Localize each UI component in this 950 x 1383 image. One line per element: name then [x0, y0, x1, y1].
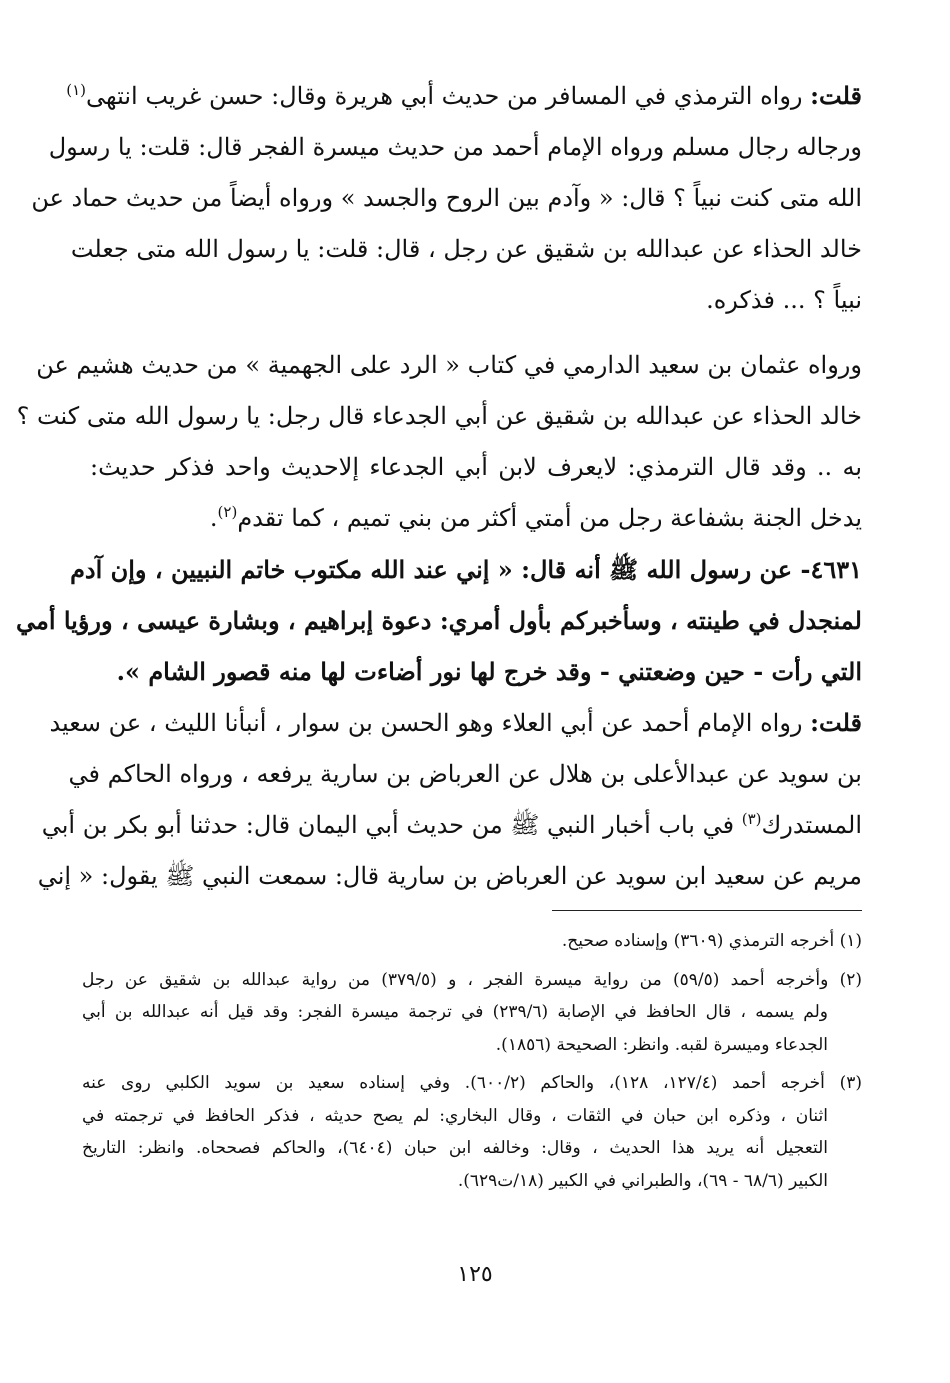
footnote-separator — [552, 910, 862, 911]
footnote-ref: (٣) — [741, 810, 762, 828]
lead-word: قلت: — [810, 81, 862, 110]
footnote-line: (٣) أخرجه أحمد (١٢٧/٤، ١٢٨)، والحاكم (٦٠٠/٢). وفي إسناده سعيد بن سويد الكلبي روى عنه — [82, 1073, 862, 1093]
text-line: لمنجدل في طينته ، وسأخبركم بأول أمري: دعوة إبراهيم ، وبشارة عيسى ، ورؤيا أمي — [15, 606, 862, 635]
text-line: مريم عن سعيد ابن سويد عن العرباض بن سارية قال: سمعت النبي ﷺ يقول: « إني — [37, 862, 862, 890]
page-number: ١٢٥ — [457, 1262, 493, 1287]
footnote-line: (١) أخرجه الترمذي (٣٦٠٩) وإسناده صحيح. — [561, 931, 862, 951]
text-line: خالد الحذاء عن عبدالله بن شقيق عن أبي الجدعاء قال رجل: يا رسول الله متى كنت ؟ — [16, 402, 862, 430]
footnote-2 — [82, 964, 862, 1062]
footnote-line: ولم يسمه ، قال الحافظ في الإصابة (٢٣٩/٦) في ترجمة ميسرة الفجر: وقد قيل أنه عبدالله بن أبي — [82, 1002, 828, 1022]
footnote-line: (٢) وأخرجه أحمد (٥٩/٥) من رواية ميسرة الفجر ، و (٣٧٩/٥) من رواية عبدالله بن شقيق عن رجل — [82, 969, 862, 990]
text-line: خالد الحذاء عن عبدالله بن شقيق عن رجل ، قال: قلت: يا رسول الله متى جعلت — [70, 235, 862, 263]
text-line: نبياً ؟ ... فذكره. — [706, 286, 862, 314]
footnotes — [82, 925, 862, 1197]
footnote-line: التعجيل أنه يريد هذا الحديث ، وقال: وخالفه ابن حبان (٦٤٠٤)، والحاكم فصححاه. وانظر: التاريخ — [82, 1138, 829, 1158]
text-line: ٤٦٣١- عن رسول الله ﷺ أنه قال: « إني عند الله مكتوب خاتم النبيين ، وإن آدم — [70, 555, 862, 584]
text-line: به .. وقد قال الترمذي: لايعرف لابن أبي الجدعاء إلاحديث واحد فذكر حديث: — [90, 453, 862, 481]
text-line: بن سويد عن عبدالأعلى بن هلال عن العرباض بن سارية يرفعه ، ورواه الحاكم في — [68, 760, 862, 788]
text-line: ورواه عثمان بن سعيد الدارمي في كتاب « الرد على الجهمية » من حديث هشيم عن — [36, 351, 862, 379]
paragraph-2 — [16, 340, 862, 544]
text-line: قلت: رواه الإمام أحمد عن أبي العلاء وهو الحسن بن سوار ، أنبأنا الليث ، عن سعيد — [49, 708, 862, 737]
lead-word: قلت: — [810, 708, 862, 737]
footnote-ref: (٢) — [217, 503, 238, 521]
footnote-line: اثنان ، وذكره ابن حبان في الثقات ، وقال البخاري: لم يصح حديثه ، فذكر الحافظ في ترجمته في — [82, 1105, 829, 1126]
text-line: ورجاله رجال مسلم ورواه الإمام أحمد من حديث ميسرة الفجر قال: قلت: يا رسول — [48, 133, 862, 161]
footnote-line: الجدعاء وميسرة لقبه. وانظر: الصحيحة (١٨٥٦). — [495, 1034, 828, 1055]
footnote-3 — [82, 1067, 862, 1197]
footnote-ref: (١) — [66, 81, 87, 99]
hadith-paragraph — [15, 544, 862, 697]
main-text — [15, 70, 862, 902]
footnote-line: الكبير (٦٨/٦ - ٦٩)، والطبراني في الكبير (١٨/ت٦٢٩). — [457, 1170, 828, 1191]
paragraph-4 — [37, 697, 862, 902]
paragraph-1 — [31, 70, 862, 326]
footnote-1 — [82, 925, 862, 958]
text-line: الله متى كنت نبياً ؟ قال: « وآدم بين الروح والجسد » ورواه أيضاً من حديث حماد عن — [31, 184, 862, 212]
text-line: يدخل الجنة بشفاعة رجل من أمتي أكثر من بني تميم ، كما تقدم$^{(٢)}$. — [209, 503, 862, 532]
text-line: المستدرك$^{(٣)}$ في باب أخبار النبي ﷺ من حديث أبي اليمان قال: حدثنا أبو بكر بن أبي — [41, 810, 862, 839]
text-line: قلت: رواه الترمذي في المسافر من حديث أبي هريرة وقال: حسن غريب انتهى$^{(١)}$ — [66, 81, 862, 110]
text-line: التي رأت - حين وضعتني - وقد خرج لها نور أضاءت لها منه قصور الشام ». — [116, 657, 862, 686]
